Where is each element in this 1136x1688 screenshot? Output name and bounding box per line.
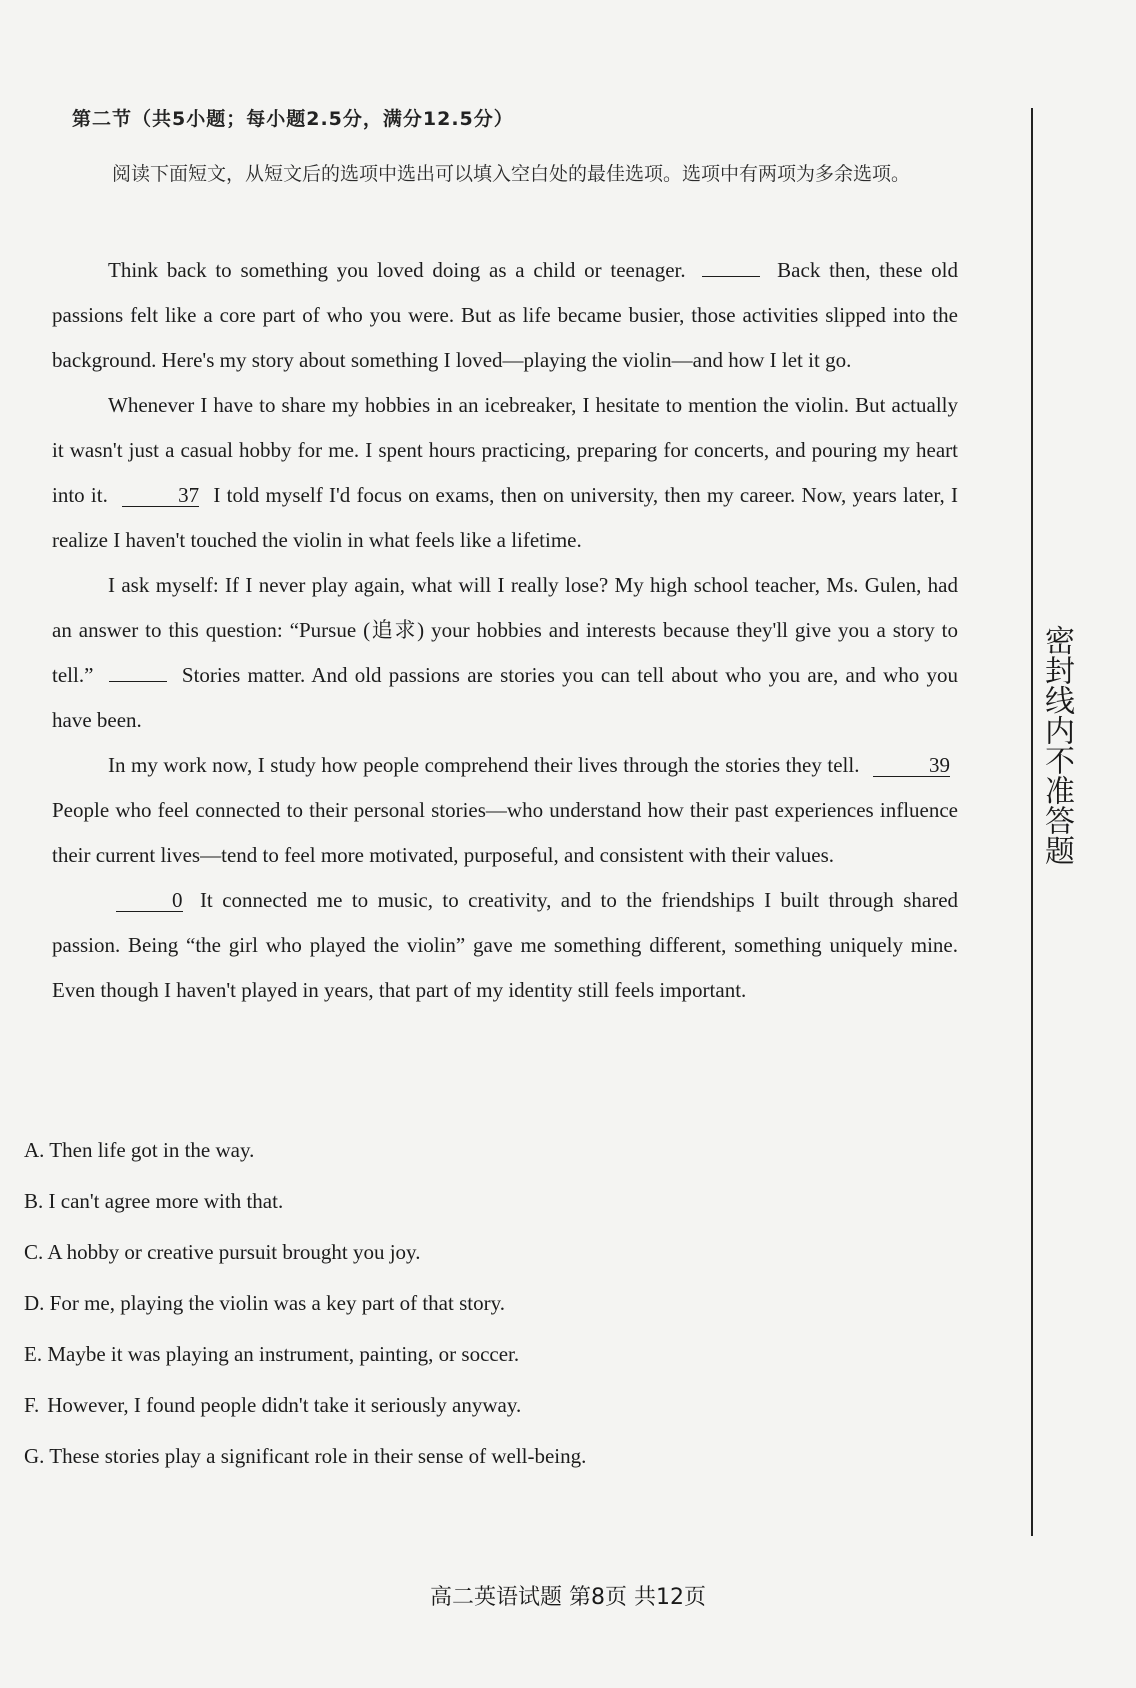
answer-blank-36	[702, 276, 760, 277]
option-text: For me, playing the violin was a key part of that story.	[49, 1291, 505, 1315]
option-text: These stories play a significant role in their sense of well-being.	[49, 1444, 587, 1468]
option-letter: B.	[24, 1189, 44, 1213]
option-letter: G.	[24, 1444, 45, 1468]
option-g	[24, 1436, 824, 1487]
paragraph-4	[52, 743, 958, 878]
paragraph-5	[52, 878, 958, 1013]
option-b	[24, 1181, 824, 1232]
paragraph-2	[52, 383, 958, 563]
option-text: Maybe it was playing an instrument, painting, or soccer.	[47, 1342, 520, 1366]
page-footer: 高二英语试题 第8页 共12页	[430, 1585, 706, 1610]
answer-blank-37: 37	[122, 484, 199, 507]
option-letter: E.	[24, 1342, 43, 1366]
answer-blank-40: 0	[116, 889, 183, 912]
option-letter: D.	[24, 1291, 45, 1315]
option-text: Then life got in the way.	[49, 1138, 255, 1162]
option-letter: A.	[24, 1138, 45, 1162]
option-text: However, I found people didn't take it seriously anyway.	[47, 1393, 522, 1417]
paragraph-text: I told myself I'd focus on exams, then on university, then my career. Now, years later, I realize I haven't touched the violin in what feels like a lifetime.	[52, 483, 959, 552]
paragraph-text: I ask myself: If I never play again, what will I really lose? My high school teacher, Ms. Gulen, had an answer to this question: “Pursue (追求) your hobbies and interests because they'll give you a story to tell.”	[52, 573, 958, 687]
answer-blank-39: 39	[873, 754, 950, 777]
paragraph-1	[52, 248, 958, 383]
paragraph-text: Think back to something you loved doing as a child or teenager.	[108, 258, 686, 282]
option-a	[24, 1130, 824, 1181]
paragraph-text: Whenever I have to share my hobbies in an icebreaker, I hesitate to mention the violin. But actually it wasn't just a casual hobby for me. I spent hours practicing, preparing for concerts, and pouring my heart into it.	[52, 393, 958, 507]
reading-passage	[52, 248, 958, 1013]
option-letter: C.	[24, 1240, 44, 1264]
option-letter: F.	[24, 1393, 40, 1417]
seal-line	[1031, 108, 1033, 1536]
answer-options	[24, 1130, 824, 1487]
option-d	[24, 1283, 824, 1334]
paragraph-text: It connected me to music, to creativity, and to the friendships I built through shared passion. Being “the girl who played the violin” gave me something different, something uniquely mine. Even though I haven't played in years, that part of my identity still feels important.	[52, 888, 959, 1002]
answer-blank-38	[109, 681, 167, 682]
option-text: A hobby or creative pursuit brought you joy.	[47, 1240, 421, 1264]
paragraph-text: Back then, these old passions felt like a core part of who you were. But as life became busier, those activities slipped into the background. Here's my story about something I loved—playing the violin—and how I let it go.	[52, 258, 959, 372]
instructions: 阅读下面短文，从短文后的选项中选出可以填入空白处的最佳选项。选项中有两项为多余选项。	[112, 163, 911, 185]
option-text: I can't agree more with that.	[48, 1189, 284, 1213]
option-f	[24, 1385, 824, 1436]
option-e	[24, 1334, 824, 1385]
paragraph-text: Stories matter. And old passions are stories you can tell about who you are, and who you have been.	[52, 663, 959, 732]
seal-warning-text: 密封线内不准答题	[1039, 625, 1074, 865]
section-header: 第二节（共5小题；每小题2.5分，满分12.5分）	[72, 108, 514, 130]
option-c	[24, 1232, 824, 1283]
paragraph-3	[52, 563, 958, 743]
paragraph-text: People who feel connected to their personal stories—who understand how their past experiences influence their current lives—tend to feel more motivated, purposeful, and consistent with their values.	[52, 798, 958, 867]
paragraph-text: In my work now, I study how people comprehend their lives through the stories they tell.	[108, 753, 860, 777]
